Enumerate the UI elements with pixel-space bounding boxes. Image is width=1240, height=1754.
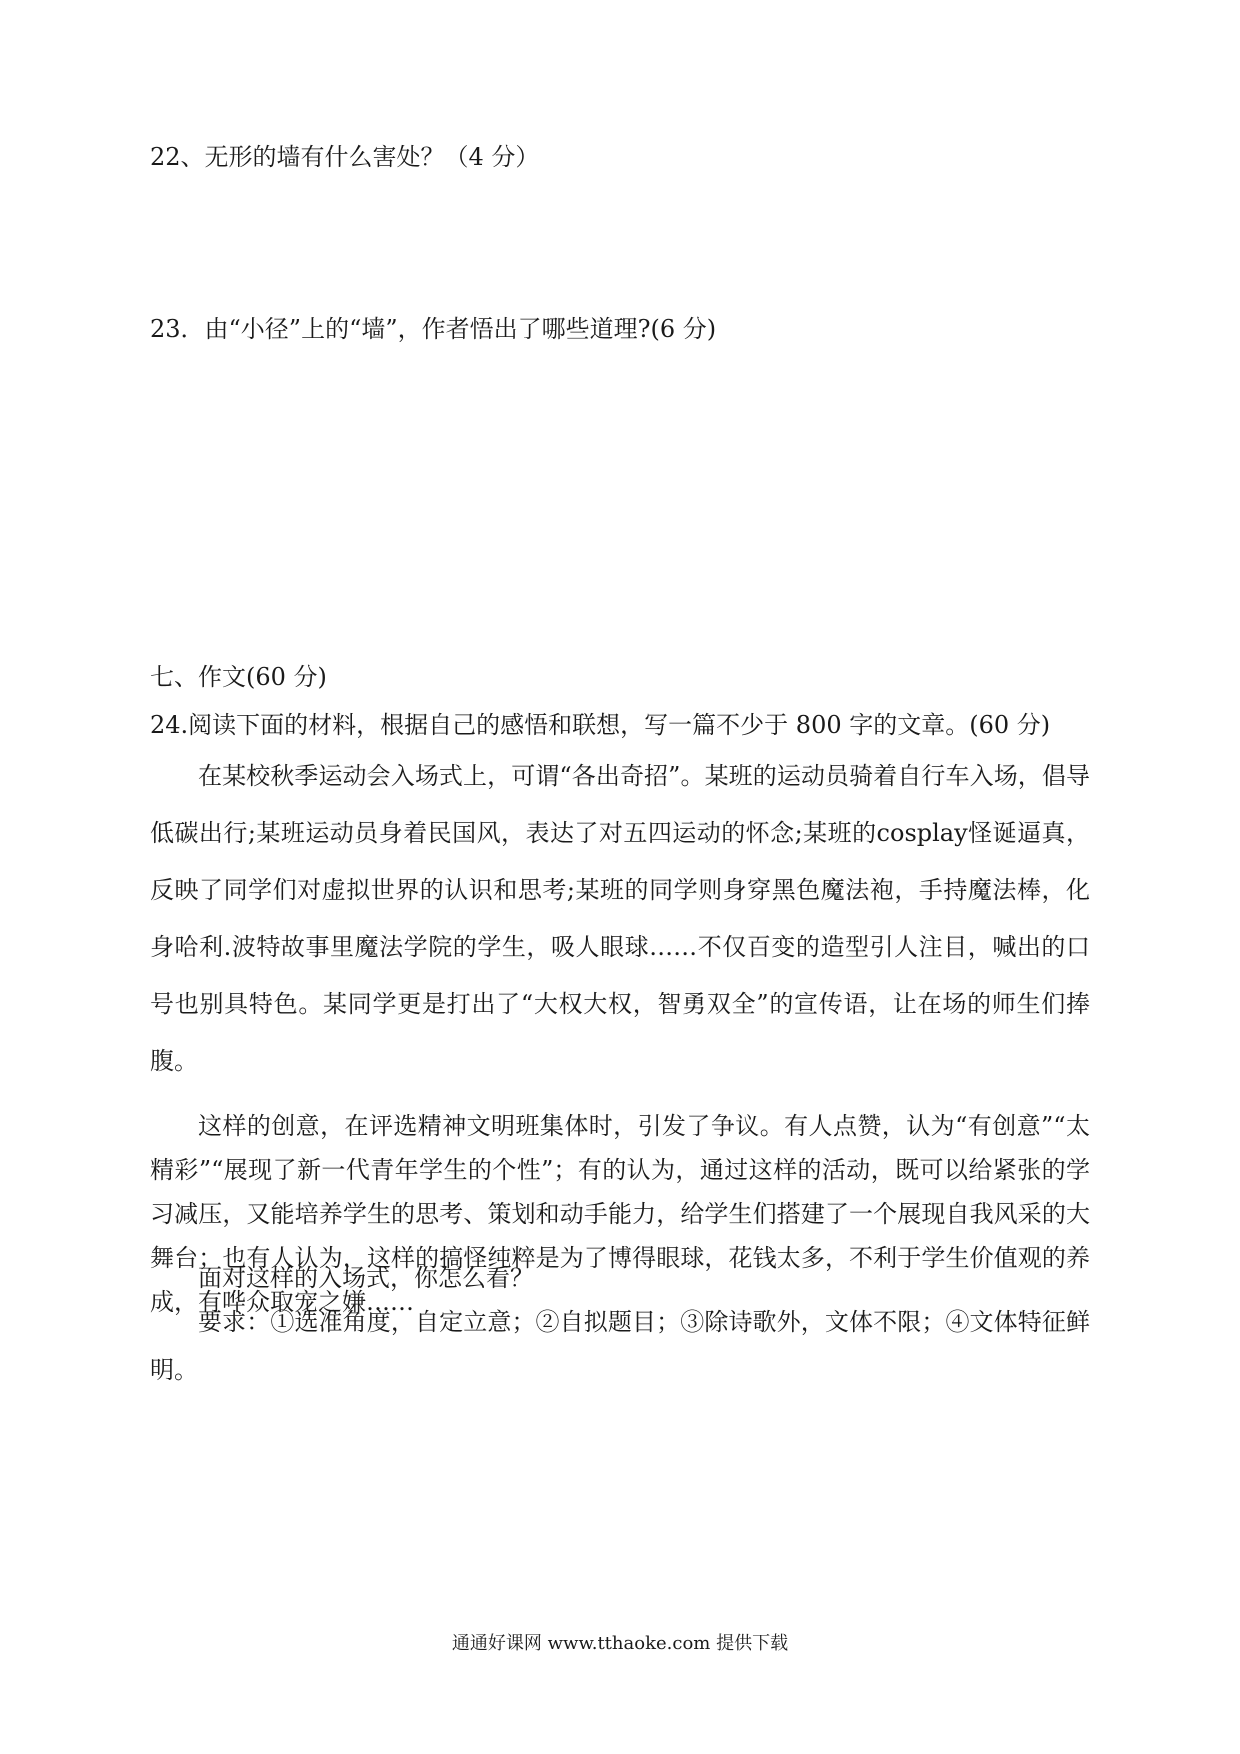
material-paragraph-2: 这样的创意，在评选精神文明班集体时，引发了争议。有人点赞，认为“有创意”“太精彩”“展现了新一代青年学生的个性”；有的认为，通过这样的活动，既可以给紧张的学习减压，又能培养学生的思考、策划和动手能力，给学生们搭建了一个展现自我风采的大舞台；也有人认为，这样的搞怪纯粹是为了博得眼球，花钱太多，不利于学生价值观的养成，有哗众取宠之嫌…… <box>150 1112 1090 1316</box>
question-23: 23．由“小径”上的“墙”，作者悟出了哪些道理?(6 分) <box>150 315 717 343</box>
page-footer: 通通好课网 www.tthaoke.com 提供下载 <box>451 1633 789 1654</box>
material-paragraph-1: 在某校秋季运动会入场式上，可谓“各出奇招”。某班的运动员骑着自行车入场，倡导低碳出行;某班运动员身着民国风，表达了对五四运动的怀念;某班的cosplay怪诞逼真，反映了同学们对虚拟世界的认识和思考;某班的同学则身穿黑色魔法袍，手持魔法棒，化身哈利.波特故事里魔法学院的学生，吸人眼球……不仅百变的造型引人注目，喊出的口号也别具特色。某同学更是打出了“大权大权，智勇双全”的宣传语，让在场的师生们捧腹。 <box>150 762 1090 1075</box>
composition-question: 面对这样的入场式，你怎么看？ <box>198 1264 534 1292</box>
composition-prompt: 24.阅读下面的材料，根据自己的感悟和联想，写一篇不少于 800 字的文章。(60 分) <box>150 711 1051 739</box>
composition-requirements: 要求：①选准角度，自定立意；②自拟题目；③除诗歌外，文体不限；④文体特征鲜明。 <box>150 1308 1090 1384</box>
composition-section-title: 七、作文(60 分) <box>150 663 327 691</box>
question-22: 22、无形的墙有什么害处？（4 分） <box>150 143 540 171</box>
